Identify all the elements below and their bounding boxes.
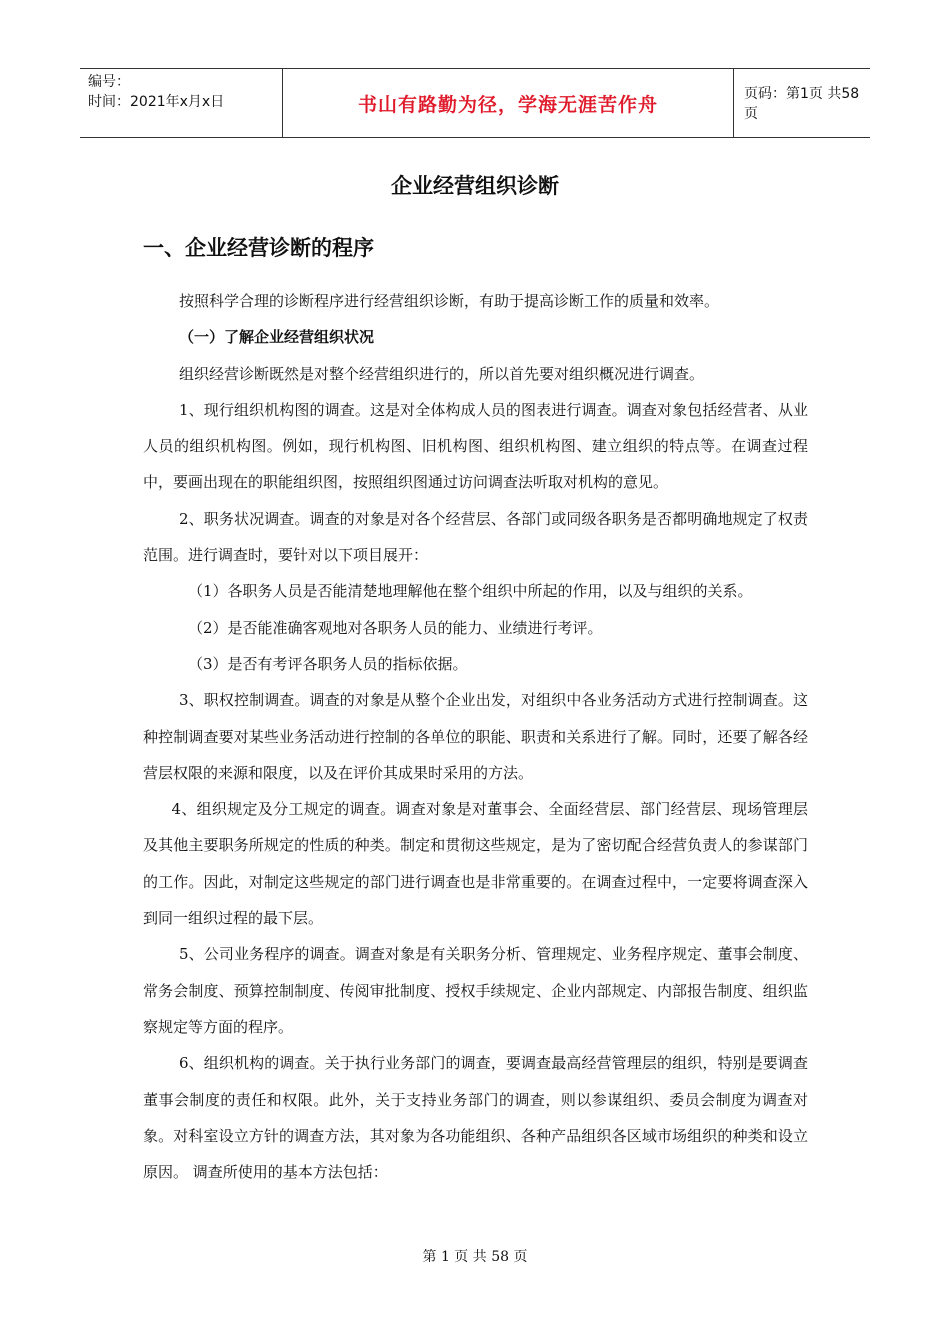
list-item: （1）各职务人员是否能清楚地理解他在整个组织中所起的作用，以及与组织的关系。: [188, 582, 753, 601]
header-meta: [80, 69, 282, 137]
paragraph: 1、现行组织机构图的调查。这是对全体构成人员的图表进行调查。调查对象包括经营者、从业人员的组织机构图。例如，现行机构图、旧机构图、组织机构图、建立组织的特点等。在调查过程中，要画出现在的职能组织图，按照组织图通过访问调查法听取对机构的意见。: [143, 400, 808, 492]
header-page-info: 页码：第1页 共58页: [744, 86, 860, 122]
list-item: （3）是否有考评各职务人员的指标依据。: [188, 654, 468, 673]
header-motto: 书山有路勤为径，学海无涯苦作舟: [282, 69, 734, 137]
section-heading: 一、企业经营诊断的程序: [143, 236, 374, 260]
paragraph: 6、组织机构的调查。关于执行业务部门的调查，要调查最高经营管理层的组织，特别是要调查董事会制度的责任和权限。此外，关于支持业务部门的调查，则以参谋组织、委员会制度为调查对象。对科室设立方针的调查方法，其对象为各功能组织、各种产品组织各区域市场组织的种类和设立原因。 调查所使用的基本方法包括：: [143, 1054, 808, 1182]
paragraph: 4、组织规定及分工规定的调查。调查对象是对董事会、全面经营层、部门经营层、现场管理层及其他主要职务所规定的性质的种类。制定和贯彻这些规定，是为了密切配合经营负责人的参谋部门的工作。因此，对制定这些规定的部门进行调查也是非常重要的。在调查过程中，一定要将调查深入到同一组织过程的最下层。: [143, 800, 808, 928]
document-title: 企业经营组织诊断: [391, 174, 559, 198]
subsection-heading: （一）了解企业经营组织状况: [179, 328, 375, 347]
list-item: （2）是否能准确客观地对各职务人员的能力、业绩进行考评。: [188, 618, 603, 637]
paragraph: 3、职权控制调查。调查的对象是从整个企业出发，对组织中各业务活动方式进行控制调查。这种控制调查要对某些业务活动进行控制的各单位的职能、职责和关系进行了解。同时，还要了解各经营层权限的来源和限度，以及在评价其成果时采用的方法。: [143, 691, 808, 782]
number-label: 编号：: [88, 74, 130, 90]
page-footer: 第 1 页 共 58 页: [422, 1249, 528, 1265]
time-label: 时间：2021年x月x日: [88, 94, 225, 110]
page-header: [80, 68, 870, 138]
paragraph: 2、职务状况调查。调查的对象是对各个经营层、各部门或同级各职务是否都明确地规定了权责范围。进行调查时，要针对以下项目展开：: [143, 509, 808, 565]
paragraph: 按照科学合理的诊断程序进行经营组织诊断，有助于提高诊断工作的质量和效率。: [179, 292, 720, 310]
document-body: [143, 283, 808, 1190]
paragraph: 组织经营诊断既然是对整个经营组织进行的，所以首先要对组织概况进行调查。: [179, 364, 705, 383]
paragraph: 5、公司业务程序的调查。调查对象是有关职务分析、管理规定、业务程序规定、董事会制度、常务会制度、预算控制制度、传阅审批制度、授权手续规定、企业内部规定、内部报告制度、组织监察规定等方面的程序。: [143, 945, 808, 1036]
